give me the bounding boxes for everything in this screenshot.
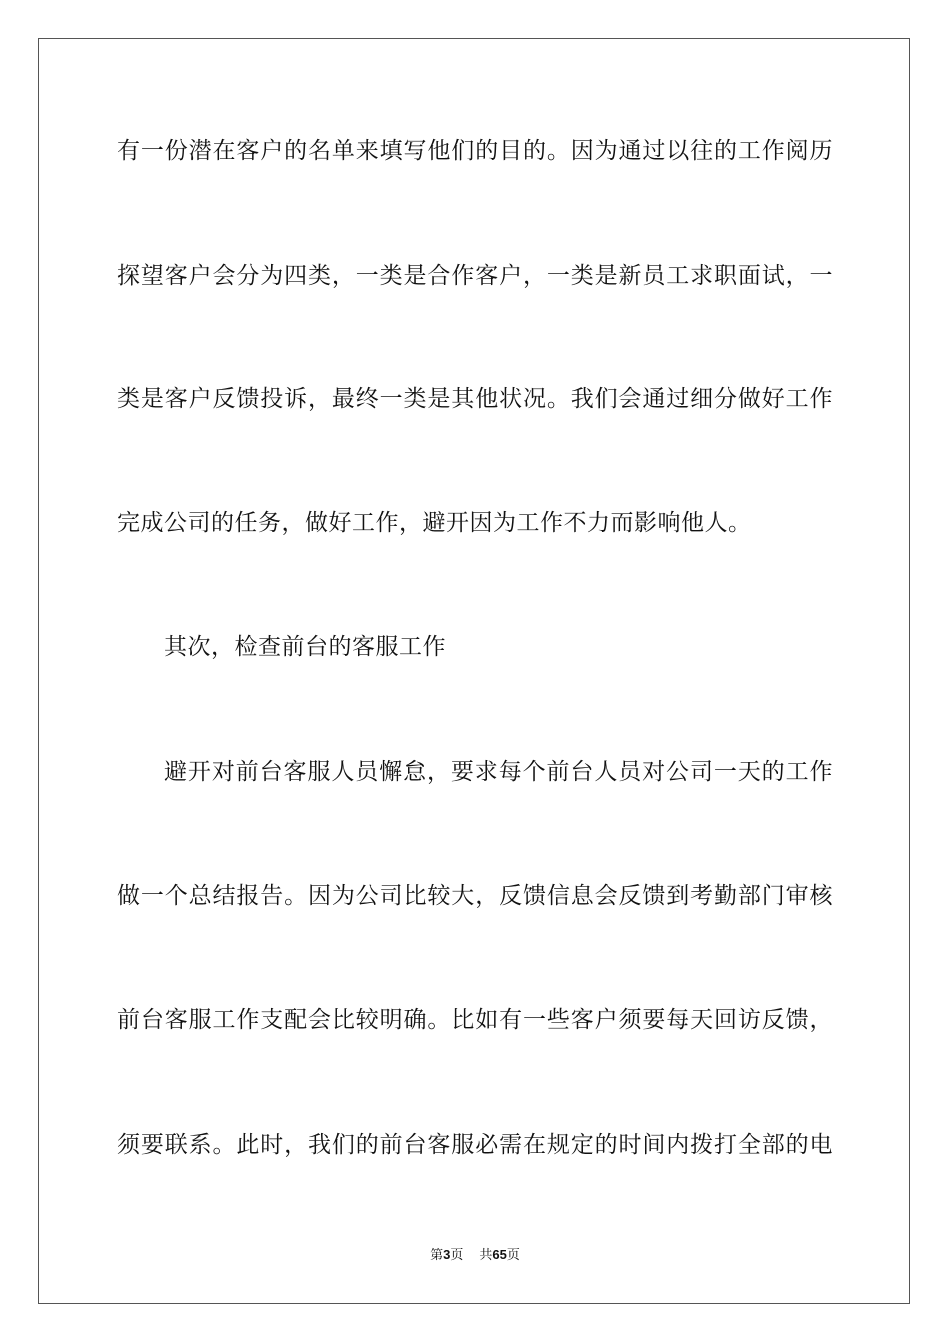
body-text-line-8: 前台客服工作支配会比较明确。比如有一些客户须要每天回访反馈， (117, 1007, 833, 1033)
body-text-line-6: 避开对前台客服人员懈怠，要求每个前台人员对公司一天的工作 (164, 759, 833, 785)
total-pages: 65 (492, 1247, 507, 1262)
section-heading: 其次，检查前台的客服工作 (164, 634, 446, 660)
body-text-line-2: 探望客户会分为四类，一类是合作客户，一类是新员工求职面试，一 (117, 263, 833, 289)
body-text-line-9: 须要联系。此时，我们的前台客服必需在规定的时间内拨打全部的电 (117, 1132, 833, 1158)
body-text-line-7: 做一个总结报告。因为公司比较大，反馈信息会反馈到考勤部门审核 (117, 883, 833, 909)
total-suffix: 页 (506, 1248, 520, 1263)
body-text-line-3: 类是客户反馈投诉，最终一类是其他状况。我们会通过细分做好工作 (117, 386, 833, 412)
page-suffix: 页 (450, 1248, 464, 1263)
total-prefix: 共 (479, 1248, 493, 1263)
body-text-line-4: 完成公司的任务，做好工作，避开因为工作不力而影响他人。 (117, 510, 752, 536)
page-border (38, 38, 910, 1304)
page-footer (0, 1246, 950, 1265)
page-prefix: 第 (430, 1248, 444, 1263)
body-text-line-1: 有一份潜在客户的名单来填写他们的目的。因为通过以往的工作阅历 (117, 138, 833, 164)
page-number: 3 (443, 1247, 451, 1262)
